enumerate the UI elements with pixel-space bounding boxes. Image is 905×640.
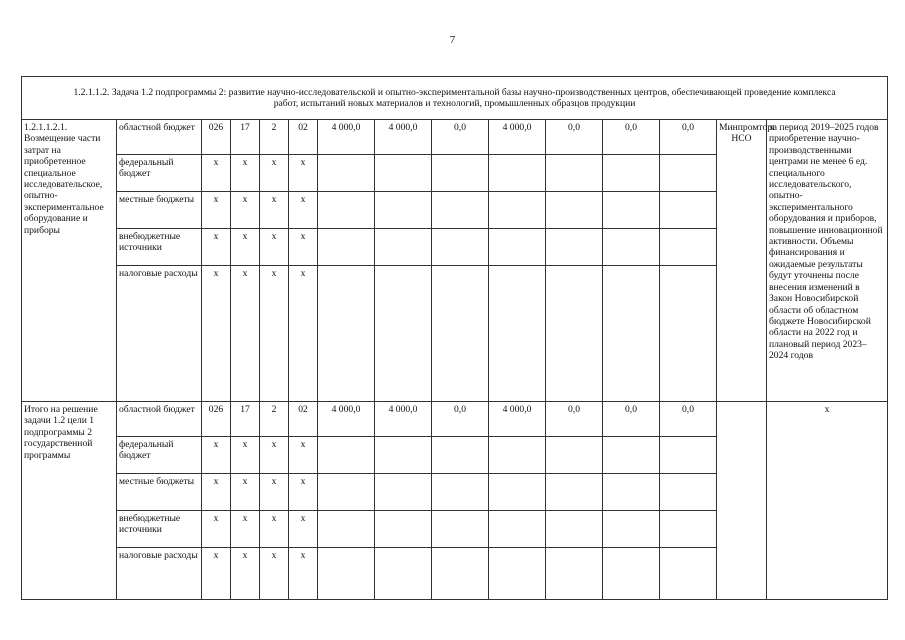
- cell-c3: x: [260, 229, 289, 266]
- cell-c2: x: [231, 474, 260, 511]
- cell-c1: x: [202, 266, 231, 402]
- cell-y2022: [546, 229, 603, 266]
- cell-y2019: [375, 474, 432, 511]
- cell-y2020: [432, 548, 489, 600]
- funding-source: федеральный бюджет: [117, 437, 202, 474]
- funding-source: федеральный бюджет: [117, 155, 202, 192]
- cell-y2024: [660, 155, 717, 192]
- total-row: [22, 402, 888, 437]
- cell-c2: x: [231, 229, 260, 266]
- cell-c2: x: [231, 266, 260, 402]
- cell-c4: x: [289, 192, 318, 229]
- cell-c1: 026: [202, 402, 231, 437]
- cell-c3: x: [260, 155, 289, 192]
- cell-c3: 2: [260, 402, 289, 437]
- cell-y2021: [489, 437, 546, 474]
- cell-y2022: 0,0: [546, 120, 603, 155]
- cell-y2024: [660, 548, 717, 600]
- cell-total: [318, 192, 375, 229]
- cell-total: [318, 229, 375, 266]
- cell-y2022: 0,0: [546, 402, 603, 437]
- cell-y2020: 0,0: [432, 120, 489, 155]
- cell-c4: 02: [289, 120, 318, 155]
- cell-y2022: [546, 437, 603, 474]
- cell-y2024: [660, 229, 717, 266]
- cell-c2: x: [231, 437, 260, 474]
- cell-y2023: [603, 266, 660, 402]
- cell-c2: 17: [231, 120, 260, 155]
- total-executor: [717, 402, 767, 600]
- cell-c2: x: [231, 511, 260, 548]
- cell-y2019: [375, 511, 432, 548]
- cell-y2020: 0,0: [432, 402, 489, 437]
- cell-y2020: [432, 511, 489, 548]
- cell-y2022: [546, 266, 603, 402]
- cell-c1: x: [202, 229, 231, 266]
- cell-c3: x: [260, 266, 289, 402]
- cell-y2022: [546, 474, 603, 511]
- cell-y2019: [375, 192, 432, 229]
- cell-y2023: [603, 437, 660, 474]
- cell-y2023: [603, 229, 660, 266]
- cell-c1: x: [202, 437, 231, 474]
- cell-total: [318, 155, 375, 192]
- cell-c4: 02: [289, 402, 318, 437]
- cell-y2023: [603, 511, 660, 548]
- cell-y2021: [489, 548, 546, 600]
- cell-y2024: [660, 511, 717, 548]
- cell-y2024: [660, 437, 717, 474]
- cell-c3: x: [260, 548, 289, 600]
- cell-c4: x: [289, 266, 318, 402]
- measure-name: 1.2.1.1.2.1. Возмещение части затрат на приобретенное специальное исследовательское, опытно-экспериментальное оборудование и приборы: [22, 120, 117, 402]
- task-header: 1.2.1.1.2. Задача 1.2 подпрограммы 2: развитие научно-исследовательской и опытно-экспериментальной базы научно-производственных центров, обеспечивающей проведение комплекса работ, испытаний новых материалов и технологий, промышленных образцов продукции: [22, 77, 888, 120]
- cell-y2019: 4 000,0: [375, 402, 432, 437]
- total-name: Итого на решение задачи 1.2 цели 1 подпрограммы 2 государственной программы: [22, 402, 117, 600]
- measure-executor: Минпромторг НСО: [717, 120, 767, 402]
- cell-y2021: [489, 266, 546, 402]
- cell-c3: x: [260, 511, 289, 548]
- cell-y2021: [489, 229, 546, 266]
- cell-y2023: 0,0: [603, 402, 660, 437]
- total-result: x: [767, 402, 888, 600]
- cell-y2020: [432, 155, 489, 192]
- cell-y2020: [432, 437, 489, 474]
- funding-source: местные бюджеты: [117, 474, 202, 511]
- cell-total: 4 000,0: [318, 120, 375, 155]
- cell-y2022: [546, 548, 603, 600]
- cell-total: 4 000,0: [318, 402, 375, 437]
- program-table: [21, 76, 888, 600]
- funding-source: налоговые расходы: [117, 548, 202, 600]
- cell-c3: x: [260, 437, 289, 474]
- cell-c3: x: [260, 474, 289, 511]
- funding-source: налоговые расходы: [117, 266, 202, 402]
- cell-y2024: 0,0: [660, 120, 717, 155]
- cell-total: [318, 266, 375, 402]
- funding-source: внебюджетные источники: [117, 229, 202, 266]
- cell-y2019: [375, 548, 432, 600]
- funding-source: областной бюджет: [117, 402, 202, 437]
- cell-total: [318, 437, 375, 474]
- cell-total: [318, 511, 375, 548]
- cell-y2024: [660, 474, 717, 511]
- funding-source: местные бюджеты: [117, 192, 202, 229]
- cell-y2021: 4 000,0: [489, 120, 546, 155]
- cell-c1: x: [202, 155, 231, 192]
- cell-y2022: [546, 192, 603, 229]
- funding-source: областной бюджет: [117, 120, 202, 155]
- cell-c1: x: [202, 548, 231, 600]
- cell-y2019: [375, 266, 432, 402]
- cell-c2: x: [231, 548, 260, 600]
- task-header-row: [22, 77, 888, 120]
- cell-c3: x: [260, 192, 289, 229]
- measure-result: за период 2019–2025 годов приобретение научно-производственными центрами не менее 6 ед. специального исследовательского, опытно-экспериментального оборудования и приборов, повышение инновационной активности. Объемы финансирования и ожидаемые результаты будут уточнены после внесения изменений в Закон Новосибирской области об областном бюджете Новосибирской области на 2022 год и плановый период 2023–2024 годов: [767, 120, 888, 402]
- cell-c2: x: [231, 192, 260, 229]
- cell-y2022: [546, 155, 603, 192]
- cell-c4: x: [289, 474, 318, 511]
- cell-y2019: [375, 229, 432, 266]
- cell-y2023: [603, 192, 660, 229]
- cell-c3: 2: [260, 120, 289, 155]
- cell-c4: x: [289, 229, 318, 266]
- cell-y2023: [603, 155, 660, 192]
- cell-y2019: [375, 155, 432, 192]
- cell-y2020: [432, 229, 489, 266]
- cell-y2021: [489, 474, 546, 511]
- funding-source: внебюджетные источники: [117, 511, 202, 548]
- cell-c4: x: [289, 437, 318, 474]
- cell-y2019: [375, 437, 432, 474]
- cell-c2: 17: [231, 402, 260, 437]
- cell-c1: x: [202, 511, 231, 548]
- cell-y2024: 0,0: [660, 402, 717, 437]
- cell-c2: x: [231, 155, 260, 192]
- cell-c4: x: [289, 511, 318, 548]
- cell-c4: x: [289, 155, 318, 192]
- cell-y2023: 0,0: [603, 120, 660, 155]
- cell-y2021: [489, 155, 546, 192]
- cell-total: [318, 474, 375, 511]
- page-number: 7: [449, 34, 456, 46]
- cell-y2019: 4 000,0: [375, 120, 432, 155]
- cell-y2020: [432, 474, 489, 511]
- cell-total: [318, 548, 375, 600]
- cell-y2020: [432, 192, 489, 229]
- cell-y2021: 4 000,0: [489, 402, 546, 437]
- cell-c1: x: [202, 474, 231, 511]
- cell-y2022: [546, 511, 603, 548]
- cell-c1: x: [202, 192, 231, 229]
- cell-y2023: [603, 548, 660, 600]
- cell-y2024: [660, 192, 717, 229]
- cell-c1: 026: [202, 120, 231, 155]
- cell-y2021: [489, 511, 546, 548]
- cell-y2020: [432, 266, 489, 402]
- cell-y2021: [489, 192, 546, 229]
- cell-y2023: [603, 474, 660, 511]
- measure-row: [22, 120, 888, 155]
- cell-c4: x: [289, 548, 318, 600]
- cell-y2024: [660, 266, 717, 402]
